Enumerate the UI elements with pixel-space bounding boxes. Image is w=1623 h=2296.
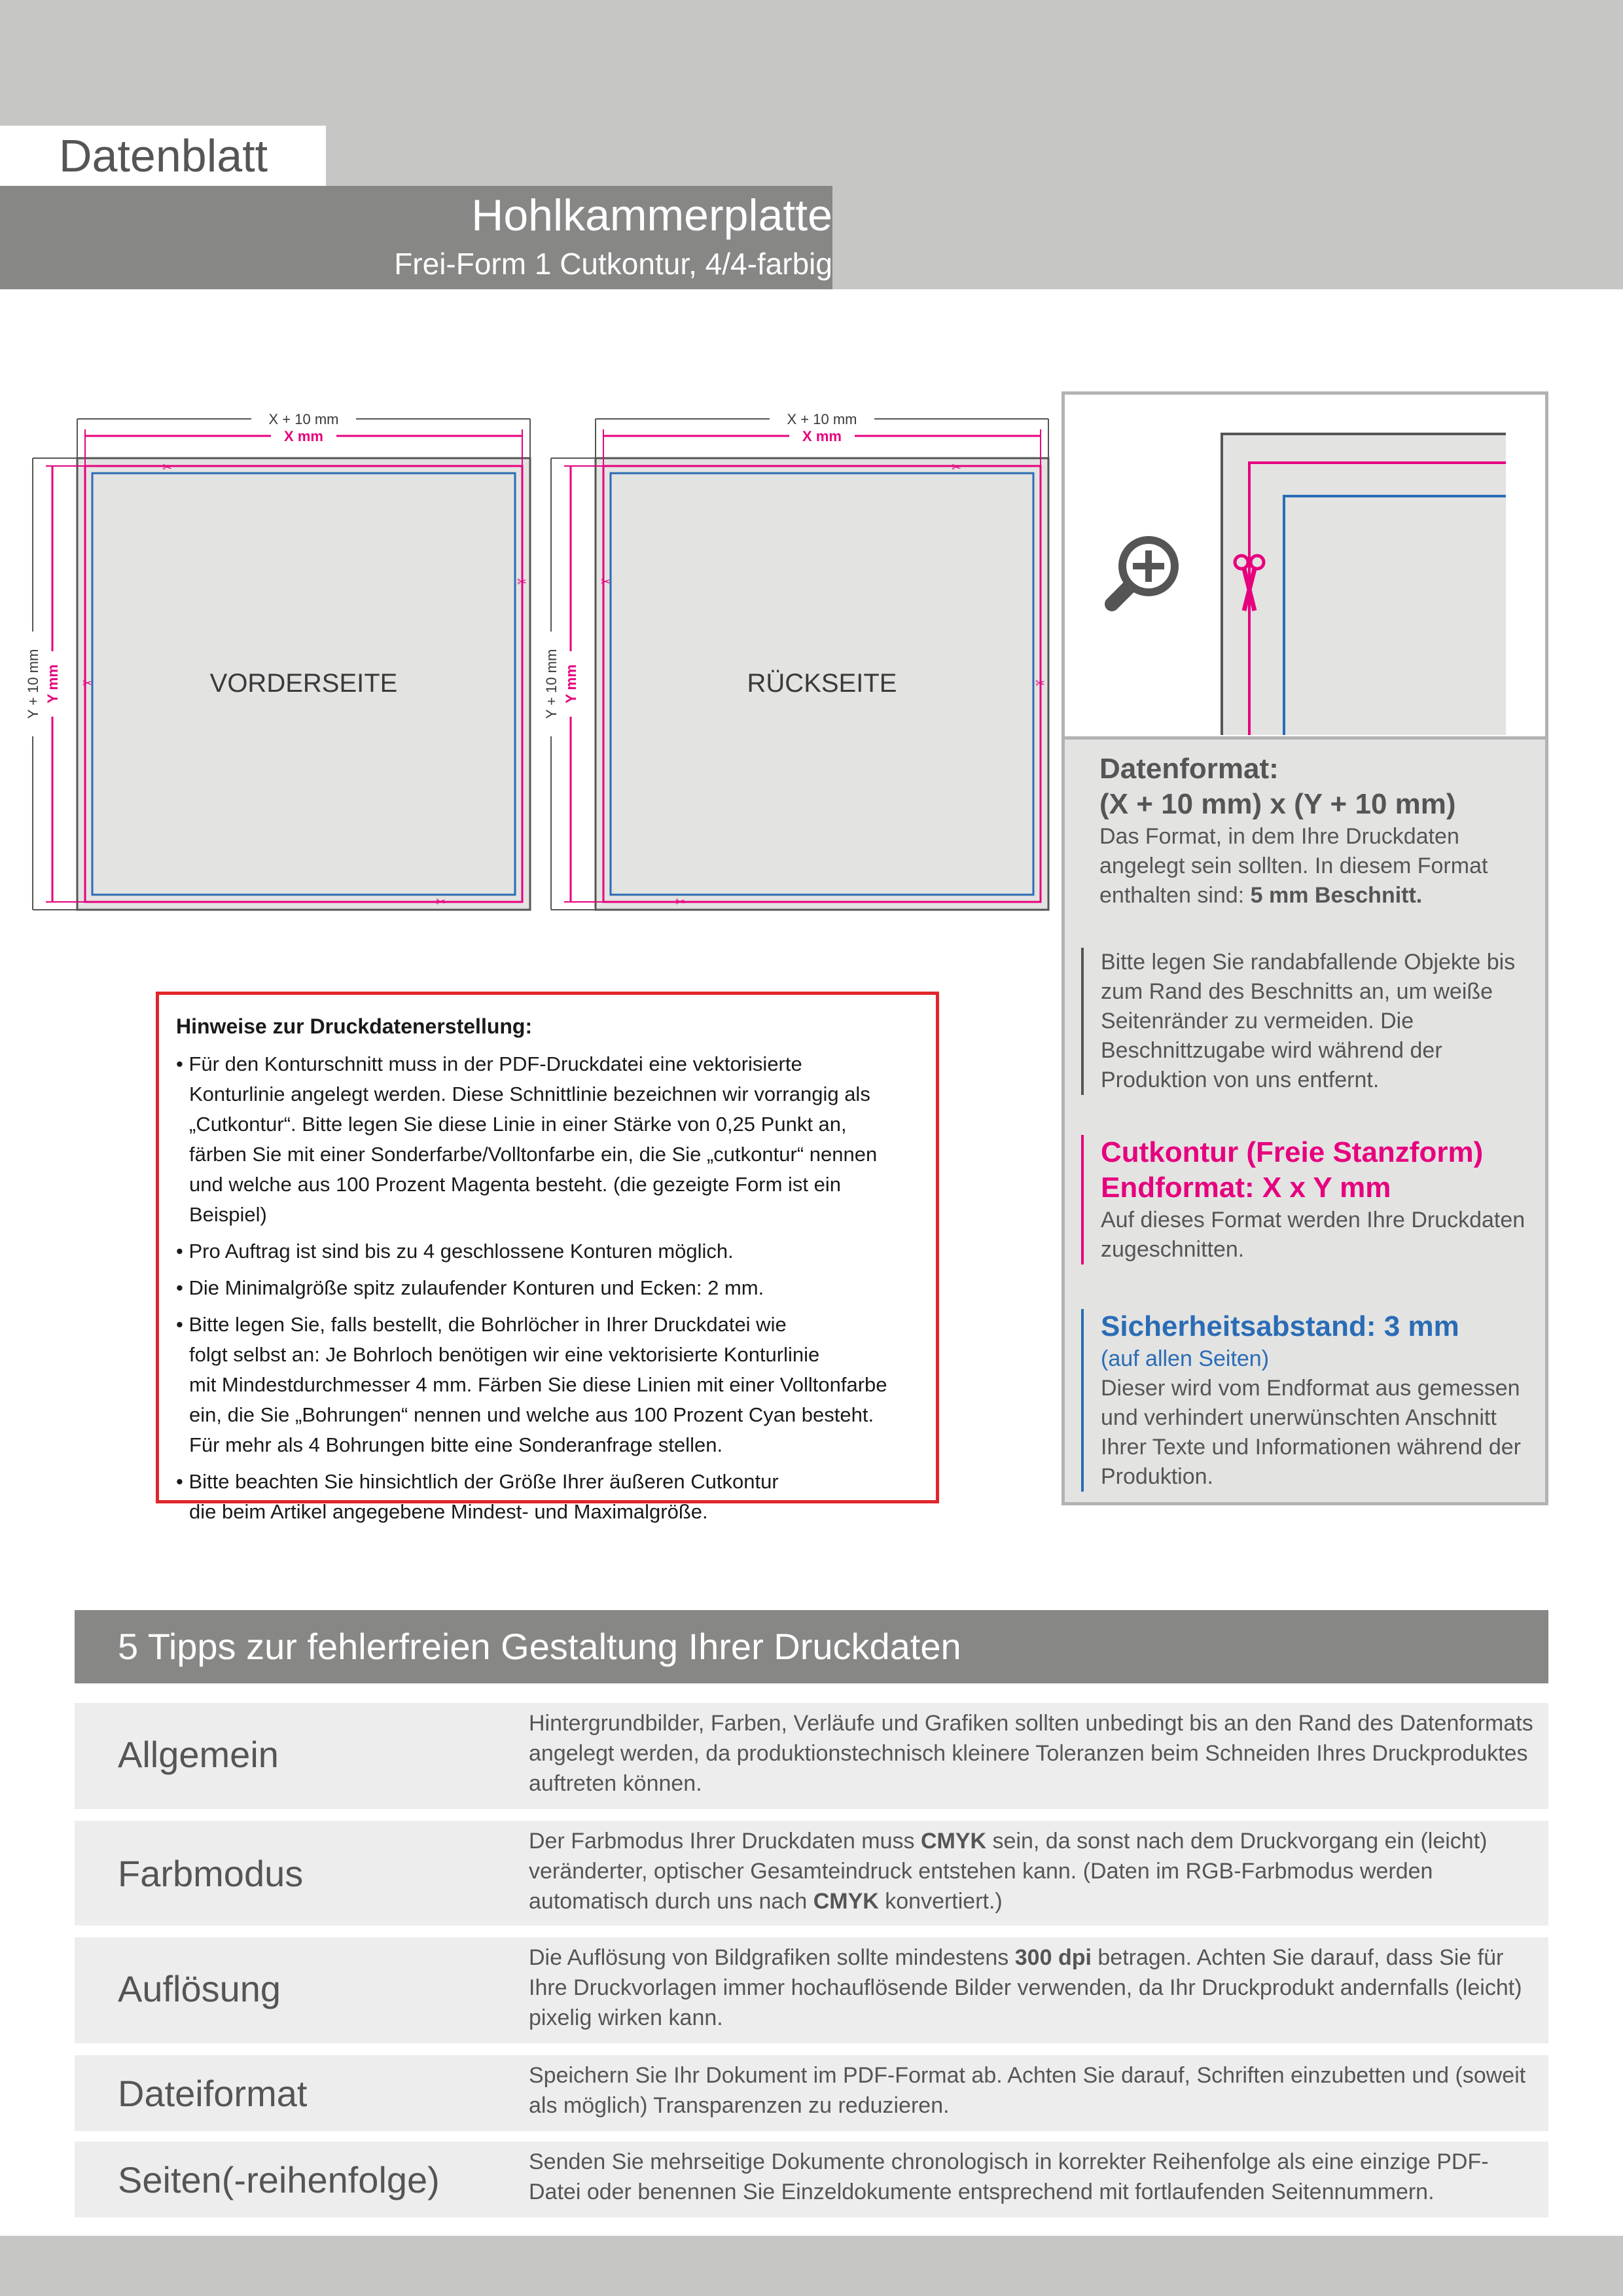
cutcontour-title: Cutkontur (Freie Stanzform) bbox=[1101, 1136, 1484, 1168]
datenblatt-label: Datenblatt bbox=[59, 130, 268, 181]
tip-text: Der Farbmodus Ihrer Druckdaten muss CMYK sein, da sonst nach dem Druckvorgang ein (leicht) veränderter, optischer Gesamteindruck entstehen kann. (Daten im RGB-Farbmodus werden automatisch durch uns nach CMYK konvertiert.) bbox=[529, 1829, 1488, 1914]
tip-row bbox=[75, 1821, 1548, 1926]
back-dim-inner-x: X mm bbox=[802, 428, 842, 444]
cutcontour-block bbox=[1081, 1135, 1539, 1265]
safety-margin-text: Dieser wird vom Endformat aus gemessen und verhindert unerwünschten Anschnitt Ihrer Texte und Informationen während der Produktion. bbox=[1101, 1376, 1521, 1489]
bleed-note-block bbox=[1081, 948, 1533, 1095]
hint-item: • Die Minimalgröße spitz zulaufender Konturen und Ecken: 2 mm. bbox=[176, 1276, 764, 1299]
hint-item: • Bitte legen Sie, falls bestellt, die Bohrlöcher in Ihrer Druckdatei wie folgt selbst an: Je Bohrloch benötigen wir eine vektorisierte Konturlinie mit Mindestdurchmesser 4 mm. Färben Sie diese Linien mit einer Volltonfarbe ein, die Sie „Bohrungen“ nennen und welche aus 100 Prozent Cyan besteht. Für mehr als 4 Bohrungen bitte eine Sonderanfrage stellen. bbox=[176, 1313, 887, 1456]
svg-text:✂: ✂ bbox=[675, 895, 686, 909]
bleed-note-text: Bitte legen Sie randabfallende Objekte bis zum Rand des Beschnitts an, um weiße Seitenränder zu vermeiden. Die Beschnittzugabe wird während der Produktion von uns entfernt. bbox=[1101, 950, 1516, 1092]
front-dim-inner-y: Y mm bbox=[45, 664, 61, 704]
tip-text: Die Auflösung von Bildgrafiken sollte mindestens 300 dpi betragen. Achten Sie darauf, dass Sie für Ihre Druckvorlagen immer hochauflösende Bilder verwenden, da Ihr Druckprodukt andernfalls (leicht) pixelig wirken kann. bbox=[529, 1945, 1522, 2030]
tip-label: Farbmodus bbox=[118, 1853, 304, 1894]
hints-title: Hinweise zur Druckdatenerstellung: bbox=[176, 1014, 533, 1038]
back-diagram bbox=[538, 406, 1061, 916]
tip-text: Senden Sie mehrseitige Dokumente chronologisch in korrekter Reihenfolge als eine einzige PDF-Datei oder benennen Sie Einzeldokumente entsprechend mit fortlaufenden Seitennummern. bbox=[529, 2149, 1489, 2204]
data-format-title: Datenformat: bbox=[1099, 753, 1279, 785]
front-diagram bbox=[20, 406, 543, 916]
back-dim-outer-x: X + 10 mm bbox=[787, 411, 857, 427]
zoom-detail bbox=[1065, 395, 1545, 740]
back-dim-outer-y: Y + 10 mm bbox=[543, 649, 560, 719]
data-format-block bbox=[1099, 751, 1531, 910]
front-panel-label: VORDERSEITE bbox=[209, 669, 398, 698]
hints-box bbox=[156, 992, 939, 1523]
front-dim-outer-y: Y + 10 mm bbox=[25, 649, 41, 719]
svg-text:✂: ✂ bbox=[162, 461, 173, 475]
svg-text:✂: ✂ bbox=[1035, 677, 1046, 691]
tip-row bbox=[75, 1937, 1548, 2043]
data-format-value: (X + 10 mm) x (Y + 10 mm) bbox=[1099, 788, 1456, 820]
tip-label: Allgemein bbox=[118, 1734, 279, 1775]
svg-text:✂: ✂ bbox=[952, 461, 962, 475]
tip-label: Auflösung bbox=[118, 1968, 281, 2009]
front-dim-outer-x: X + 10 mm bbox=[268, 411, 339, 427]
safety-margin-title: Sicherheitsabstand: 3 mm bbox=[1101, 1310, 1459, 1342]
tip-text: Speichern Sie Ihr Dokument im PDF-Format ab. Achten Sie darauf, Schriften einzubetten und (soweit als möglich) Transparenzen zu reduzieren. bbox=[529, 2063, 1526, 2118]
cutcontour-text: Auf dieses Format werden Ihre Druckdaten zugeschnitten. bbox=[1101, 1208, 1525, 1262]
svg-text:✂: ✂ bbox=[436, 895, 446, 909]
footer-band bbox=[0, 2236, 1623, 2296]
tip-row bbox=[75, 2142, 1548, 2217]
back-dim-inner-y: Y mm bbox=[563, 664, 579, 704]
svg-text:✂: ✂ bbox=[601, 575, 611, 589]
hint-item: • Für den Konturschnitt muss in der PDF-Druckdatei eine vektorisierte Konturlinie angelegt werden. Diese Schnittlinie bezeichnen wir vorrangig als „Cutkontur“. Bitte legen Sie diese Linie in einer Stärke von 0,25 Punkt an, färben Sie mit einer Sonderfarbe/Volltonfarbe ein, die Sie „cutkontur“ nennen und welche aus 100 Prozent Magenta besteht. (die gezeigte Form ist ein Beispiel) bbox=[176, 1052, 878, 1226]
safety-margin-block bbox=[1081, 1309, 1539, 1492]
tips-title: 5 Tipps zur fehlerfreien Gestaltung Ihrer Druckdaten bbox=[118, 1626, 961, 1667]
page-title: Hohlkammerplatte bbox=[471, 190, 832, 240]
tip-label: Dateiformat bbox=[118, 2073, 308, 2114]
safety-margin-sub: (auf allen Seiten) bbox=[1101, 1346, 1270, 1371]
hint-item: • Pro Auftrag ist sind bis zu 4 geschlossene Konturen möglich. bbox=[176, 1240, 734, 1263]
data-format-text: Das Format, in dem Ihre Druckdaten angelegt sein sollten. In diesem Format enthalten sind: 5 mm Beschnitt. bbox=[1099, 824, 1488, 908]
tip-row bbox=[75, 2055, 1548, 2131]
svg-text:✂: ✂ bbox=[517, 575, 527, 589]
page-subtitle: Frei-Form 1 Cutkontur, 4/4-farbig bbox=[394, 247, 832, 281]
tip-row bbox=[75, 1703, 1548, 1809]
magnifier-plus-icon bbox=[1112, 536, 1179, 604]
front-dim-inner-x: X mm bbox=[284, 428, 323, 444]
back-panel-label: RÜCKSEITE bbox=[747, 669, 897, 698]
tip-text: Hintergrundbilder, Farben, Verläufe und Grafiken sollten unbedingt bis an den Rand des Datenformats angelegt werden, da produktionstechnisch kleinere Toleranzen beim Schneiden Ihres Druckproduktes auftreten können. bbox=[529, 1711, 1533, 1796]
cutcontour-format: Endformat: X x Y mm bbox=[1101, 1172, 1391, 1204]
svg-text:✂: ✂ bbox=[82, 677, 93, 691]
zoom-detail-graphic bbox=[1065, 395, 1545, 736]
hint-item: • Bitte beachten Sie hinsichtlich der Größe Ihrer äußeren Cutkontur die beim Artikel angegebene Mindest- und Maximalgröße. bbox=[176, 1470, 779, 1523]
tip-label: Seiten(-reihenfolge) bbox=[118, 2159, 440, 2200]
